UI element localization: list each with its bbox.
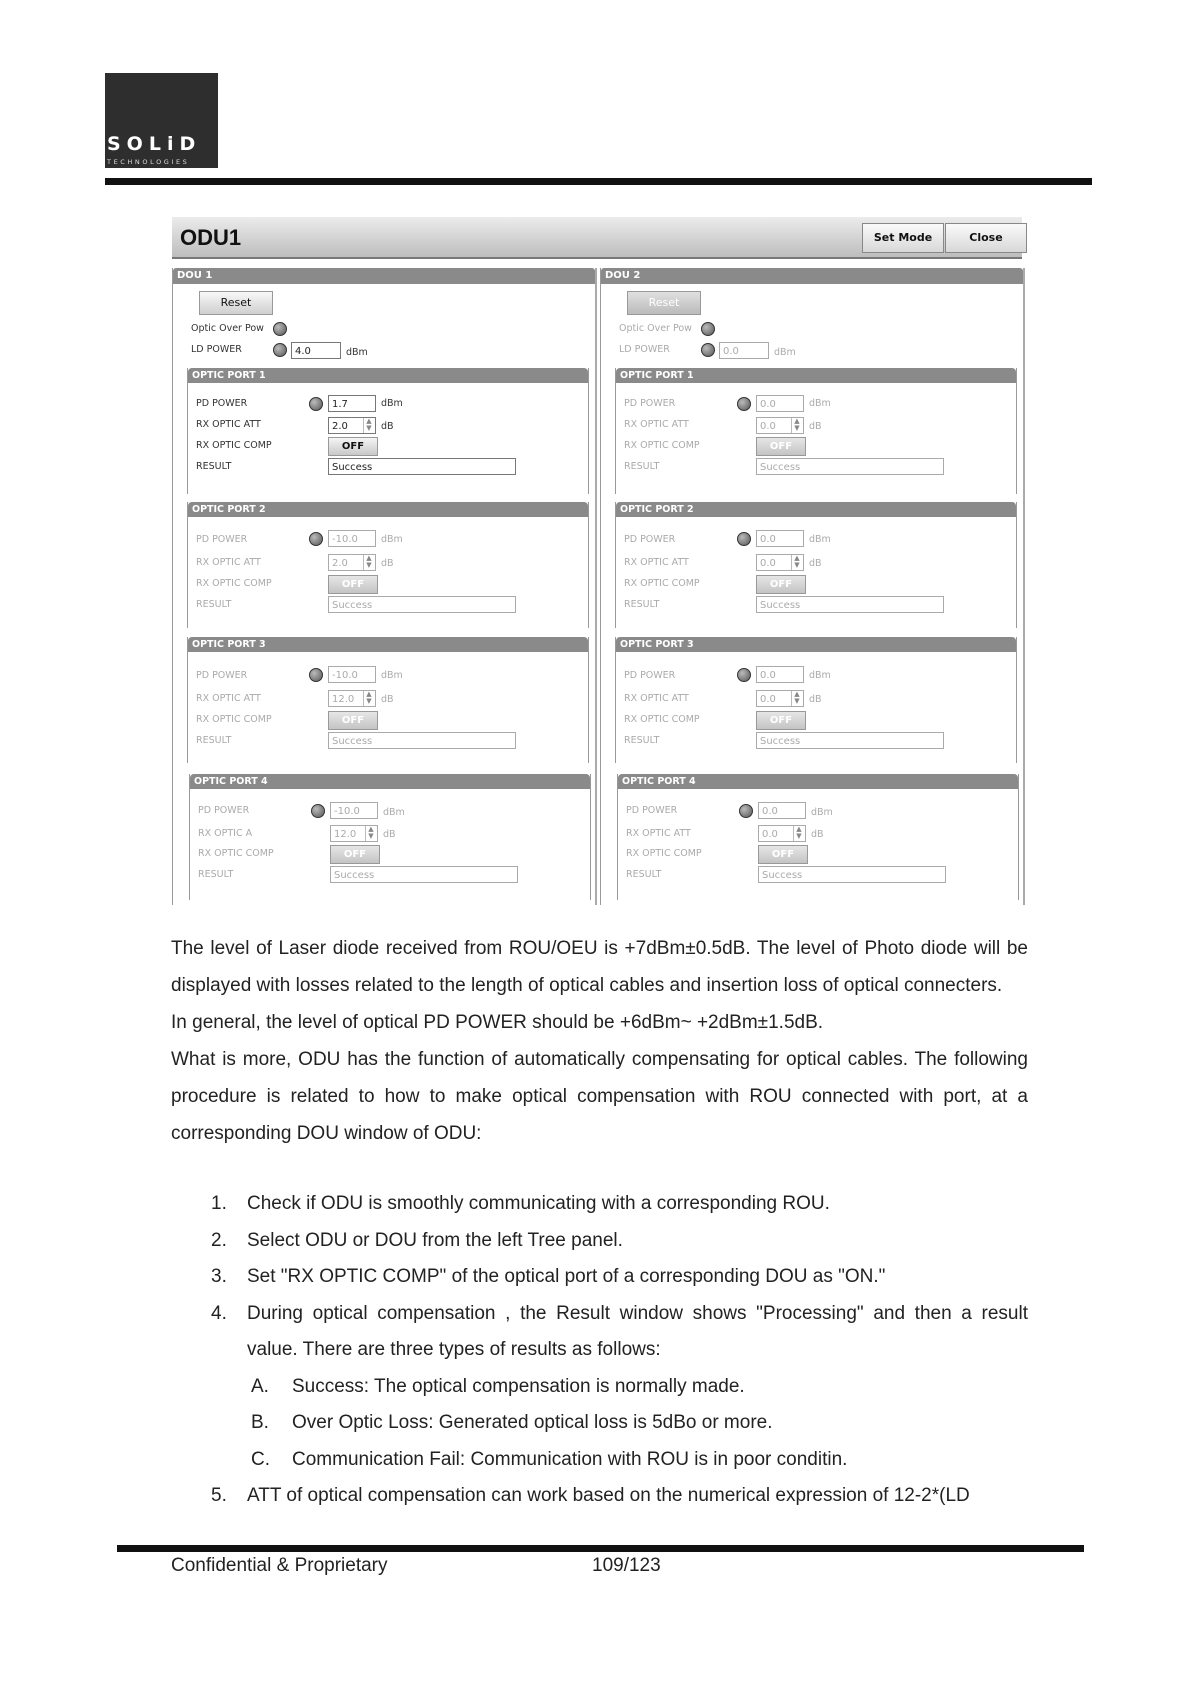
pd-power-unit: dBm <box>381 670 403 681</box>
rx-optic-att-unit: dB <box>381 694 394 705</box>
rx-optic-att-unit: dB <box>809 558 822 569</box>
list-item <box>171 1186 1028 1223</box>
list-text: During optical compensation , the Result window shows "Processing" and then a result value. There are three types of results as follows: <box>247 1302 1028 1360</box>
paragraph-pd-power-level: In general, the level of optical PD POWER should be +6dBm~ +2dBm±1.5dB. <box>171 1012 824 1033</box>
sub-list-item <box>171 1405 1028 1442</box>
list-item <box>171 1296 1028 1369</box>
rx-optic-comp-toggle[interactable]: OFF <box>328 437 378 456</box>
pd-power-label: PD POWER <box>624 398 676 409</box>
optic-port-1 <box>187 368 589 494</box>
optic-port-header: OPTIC PORT 3 <box>188 637 588 652</box>
pd-power-label: PD POWER <box>196 534 248 545</box>
pd-power-led-icon <box>737 668 751 682</box>
company-logo <box>105 73 218 168</box>
pd-power-unit: dBm <box>381 398 403 409</box>
spinner-arrows-icon[interactable]: ▲ ▼ <box>363 555 374 570</box>
spinner-arrows-icon[interactable]: ▲ ▼ <box>365 826 376 841</box>
optic-port-header: OPTIC PORT 1 <box>616 368 1016 383</box>
rx-optic-comp-label: RX OPTIC COMP <box>626 848 702 859</box>
list-number: 5. <box>211 1485 227 1506</box>
spinner-arrows-icon[interactable]: ▲ ▼ <box>793 826 804 841</box>
list-letter: A. <box>251 1375 269 1397</box>
procedure-list <box>171 1186 1028 1515</box>
rx-optic-att-value: 2.0 <box>332 421 348 432</box>
rx-optic-att-label: RX OPTIC ATT <box>196 693 261 704</box>
pd-power-unit: dBm <box>809 534 831 545</box>
rx-optic-att-label: RX OPTIC ATT <box>624 419 689 430</box>
optic-port-3 <box>187 637 589 763</box>
rx-optic-att-value: 0.0 <box>760 421 776 432</box>
ld-power-led-icon <box>701 343 715 357</box>
rx-optic-att-spinner[interactable] <box>756 690 804 707</box>
footer-page-number: 109/123 <box>592 1555 661 1576</box>
footer-rule <box>117 1545 1084 1552</box>
rx-optic-att-value: 12.0 <box>332 694 355 705</box>
paragraph-compensation-intro: What is more, ODU has the function of automatically compensating for optical cables. The following procedure is related to how to make optical compensation with ROU connected with port, at a corresponding DOU window of ODU: <box>171 1049 1028 1144</box>
optic-port-header: OPTIC PORT 1 <box>188 368 588 383</box>
pd-power-field[interactable]: 0.0 <box>756 666 804 683</box>
pd-power-unit: dBm <box>811 807 833 818</box>
optic-port-header: OPTIC PORT 4 <box>190 774 590 789</box>
list-number: 4. <box>211 1302 227 1324</box>
result-field: Success <box>328 458 516 475</box>
result-field: Success <box>758 866 946 883</box>
pd-power-unit: dBm <box>383 807 405 818</box>
optic-over-pow-label: Optic Over Pow <box>191 323 264 334</box>
result-label: RESULT <box>624 599 660 610</box>
rx-optic-comp-label: RX OPTIC COMP <box>196 440 272 451</box>
ld-power-led-icon <box>273 343 287 357</box>
list-text: ATT of optical compensation can work based on the numerical expression of 12-2*(LD <box>247 1485 970 1506</box>
rx-optic-att-label: RX OPTIC ATT <box>624 693 689 704</box>
optic-port-2 <box>187 502 589 628</box>
pd-power-unit: dBm <box>381 534 403 545</box>
rx-optic-comp-toggle[interactable]: OFF <box>330 845 380 864</box>
spinner-arrows-icon[interactable]: ▲ ▼ <box>791 555 802 570</box>
result-field: Success <box>330 866 518 883</box>
pd-power-label: PD POWER <box>196 670 248 681</box>
optic-port-4 <box>189 774 591 900</box>
pd-power-field[interactable]: -10.0 <box>328 666 376 683</box>
result-field: Success <box>756 596 944 613</box>
dou-panel-header: DOU 1 <box>173 268 595 284</box>
header-rule <box>105 178 1092 185</box>
pd-power-unit: dBm <box>809 398 831 409</box>
list-item <box>171 1259 1028 1296</box>
pd-power-label: PD POWER <box>626 805 678 816</box>
pd-power-led-icon <box>309 397 323 411</box>
pd-power-led-icon <box>737 397 751 411</box>
footer-confidential: Confidential & Proprietary <box>171 1555 388 1576</box>
pd-power-field[interactable]: 1.7 <box>328 395 376 412</box>
list-text: Check if ODU is smoothly communicating with a corresponding ROU. <box>247 1193 830 1214</box>
rx-optic-att-spinner[interactable] <box>328 690 376 707</box>
paragraph-laser-diode-level: The level of Laser diode received from ROU/OEU is +7dBm±0.5dB. The level of Photo diode will be displayed with losses related to the length of optical cables and insertion loss of optical connecters. <box>171 938 1028 996</box>
pd-power-led-icon <box>311 804 325 818</box>
rx-optic-att-unit: dB <box>381 421 394 432</box>
pd-power-led-icon <box>739 804 753 818</box>
list-number: 3. <box>211 1266 227 1287</box>
list-letter: C. <box>251 1448 270 1470</box>
optic-over-pow-led-icon <box>273 322 287 336</box>
rx-optic-comp-label: RX OPTIC COMP <box>624 578 700 589</box>
list-letter: B. <box>251 1412 269 1433</box>
list-item <box>171 1478 1028 1515</box>
rx-optic-att-unit: dB <box>809 694 822 705</box>
result-label: RESULT <box>196 599 232 610</box>
result-label: RESULT <box>624 735 660 746</box>
ld-power-field[interactable]: 4.0 <box>291 342 341 359</box>
pd-power-label: PD POWER <box>198 805 250 816</box>
result-label: RESULT <box>196 735 232 746</box>
rx-optic-att-spinner[interactable] <box>328 554 376 571</box>
ld-power-unit: dBm <box>774 347 796 358</box>
list-text: Select ODU or DOU from the left Tree panel. <box>247 1229 623 1251</box>
optic-port-header: OPTIC PORT 4 <box>618 774 1018 789</box>
rx-optic-att-unit: dB <box>383 829 396 840</box>
sub-list-item <box>171 1442 1028 1479</box>
spinner-arrows-icon[interactable]: ▲ ▼ <box>791 418 802 433</box>
result-field: Success <box>328 732 516 749</box>
logo-subtitle: TECHNOLOGIES <box>107 158 190 166</box>
optic-over-pow-label: Optic Over Pow <box>619 323 692 334</box>
list-text: Set "RX OPTIC COMP" of the optical port of a corresponding DOU as "ON." <box>247 1266 886 1287</box>
optic-port-header: OPTIC PORT 2 <box>188 502 588 517</box>
rx-optic-att-label: RX OPTIC ATT <box>626 828 691 839</box>
pd-power-field[interactable]: 0.0 <box>758 802 806 819</box>
rx-optic-att-spinner[interactable] <box>756 554 804 571</box>
optic-port-4 <box>617 774 1019 900</box>
body-paragraphs <box>171 930 1028 1152</box>
set-mode-button[interactable]: Set Mode <box>862 223 944 253</box>
rx-optic-comp-label: RX OPTIC COMP <box>624 440 700 451</box>
spinner-arrows-icon[interactable]: ▲ ▼ <box>363 691 374 706</box>
optic-port-1 <box>615 368 1017 494</box>
result-label: RESULT <box>198 869 234 880</box>
window-title: ODU1 <box>180 225 242 250</box>
pd-power-field[interactable]: 0.0 <box>756 530 804 547</box>
list-item <box>171 1223 1028 1260</box>
pd-power-field[interactable]: 0.0 <box>756 395 804 412</box>
result-label: RESULT <box>626 869 662 880</box>
optic-port-2 <box>615 502 1017 628</box>
rx-optic-att-label: RX OPTIC A <box>198 828 253 839</box>
close-button[interactable]: Close <box>945 223 1027 253</box>
dou-panel-1 <box>172 268 597 905</box>
rx-optic-att-value: 0.0 <box>762 829 778 840</box>
pd-power-field[interactable]: -10.0 <box>330 802 378 819</box>
pd-power-label: PD POWER <box>624 534 676 545</box>
list-text: Over Optic Loss: Generated optical loss is 5dBo or more. <box>292 1412 773 1433</box>
list-number: 1. <box>211 1193 227 1214</box>
rx-optic-att-spinner[interactable] <box>330 825 378 842</box>
ld-power-field[interactable]: 0.0 <box>719 342 769 359</box>
rx-optic-att-unit: dB <box>811 829 824 840</box>
rx-optic-att-label: RX OPTIC ATT <box>196 419 261 430</box>
logo-wordmark: SOLiD <box>107 133 202 155</box>
optic-port-header: OPTIC PORT 2 <box>616 502 1016 517</box>
rx-optic-att-unit: dB <box>381 558 394 569</box>
pd-power-led-icon <box>309 668 323 682</box>
rx-optic-comp-toggle[interactable]: OFF <box>756 711 806 730</box>
rx-optic-att-spinner[interactable] <box>758 825 806 842</box>
rx-optic-comp-toggle[interactable]: OFF <box>758 845 808 864</box>
list-text: Success: The optical compensation is normally made. <box>292 1375 745 1397</box>
rx-optic-comp-label: RX OPTIC COMP <box>196 578 272 589</box>
ld-power-label: LD POWER <box>191 344 242 355</box>
reset-button[interactable]: Reset <box>199 291 273 315</box>
optic-over-pow-led-icon <box>701 322 715 336</box>
rx-optic-att-unit: dB <box>809 421 822 432</box>
pd-power-field[interactable]: -10.0 <box>328 530 376 547</box>
rx-optic-att-label: RX OPTIC ATT <box>196 557 261 568</box>
dou-panel-2 <box>600 268 1025 905</box>
rx-optic-comp-label: RX OPTIC COMP <box>198 848 274 859</box>
list-number: 2. <box>211 1229 227 1251</box>
window-titlebar <box>172 217 1022 259</box>
rx-optic-comp-label: RX OPTIC COMP <box>624 714 700 725</box>
ld-power-label: LD POWER <box>619 344 670 355</box>
result-label: RESULT <box>624 461 660 472</box>
result-field: Success <box>756 458 944 475</box>
list-text: Communication Fail: Communication with ROU is in poor conditin. <box>292 1448 848 1470</box>
optic-port-header: OPTIC PORT 3 <box>616 637 1016 652</box>
rx-optic-comp-toggle[interactable]: OFF <box>756 575 806 594</box>
rx-optic-comp-toggle[interactable]: OFF <box>756 437 806 456</box>
spinner-arrows-icon[interactable]: ▲ ▼ <box>363 418 374 433</box>
pd-power-led-icon <box>737 532 751 546</box>
sub-list-item <box>171 1369 1028 1406</box>
pd-power-label: PD POWER <box>196 398 248 409</box>
pd-power-unit: dBm <box>809 670 831 681</box>
rx-optic-comp-label: RX OPTIC COMP <box>196 714 272 725</box>
rx-optic-att-spinner[interactable] <box>328 417 376 434</box>
rx-optic-comp-toggle[interactable]: OFF <box>328 575 378 594</box>
optic-port-3 <box>615 637 1017 763</box>
result-field: Success <box>756 732 944 749</box>
result-label: RESULT <box>196 461 232 472</box>
rx-optic-att-value: 0.0 <box>760 694 776 705</box>
result-field: Success <box>328 596 516 613</box>
rx-optic-att-value: 12.0 <box>334 829 357 840</box>
reset-button[interactable]: Reset <box>627 291 701 315</box>
rx-optic-att-spinner[interactable] <box>756 417 804 434</box>
odu-window-screenshot <box>172 217 1022 905</box>
rx-optic-att-value: 0.0 <box>760 558 776 569</box>
spinner-arrows-icon[interactable]: ▲ ▼ <box>791 691 802 706</box>
rx-optic-att-label: RX OPTIC ATT <box>624 557 689 568</box>
ld-power-unit: dBm <box>346 347 368 358</box>
dou-panel-header: DOU 2 <box>601 268 1023 284</box>
rx-optic-comp-toggle[interactable]: OFF <box>328 711 378 730</box>
pd-power-label: PD POWER <box>624 670 676 681</box>
pd-power-led-icon <box>309 532 323 546</box>
rx-optic-att-value: 2.0 <box>332 558 348 569</box>
